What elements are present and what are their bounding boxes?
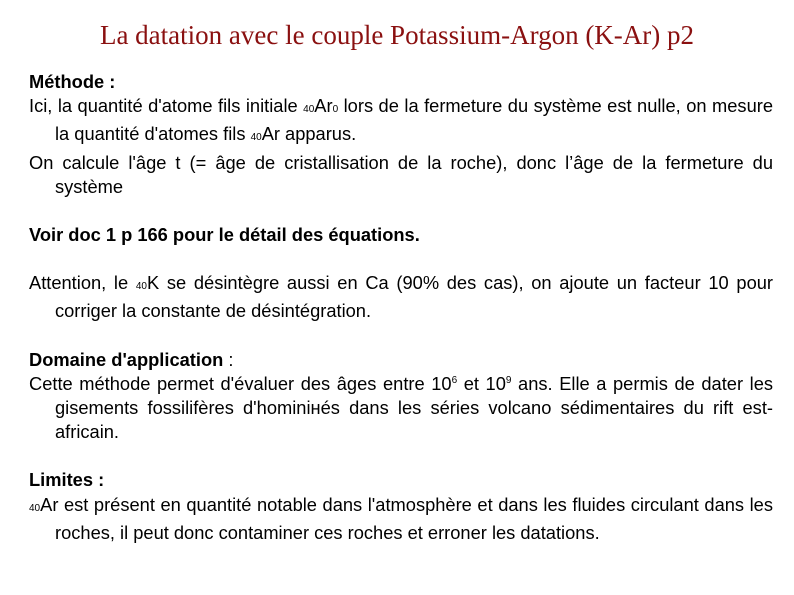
attention-paragraph	[29, 271, 773, 323]
domaine-heading-line	[29, 348, 773, 372]
attention-text-b: K se désintègre aussi en Ca (90% des cas), on ajoute un facteur 10 pour corriger la constante de désintégration.	[55, 272, 773, 322]
subscript-zero: 0	[332, 104, 339, 116]
exponent: 9	[505, 374, 512, 386]
page-title: La datation avec le couple Potassium-Argon (K-Ar) p2	[99, 20, 695, 50]
domaine-heading: Domaine d'application	[29, 348, 224, 370]
isotope-number: 40	[250, 132, 262, 144]
domaine-paragraph	[29, 372, 773, 445]
element-ar: Ar	[314, 95, 333, 117]
exponent: 6	[451, 374, 458, 386]
limites-heading: Limites :	[29, 469, 105, 491]
methode-heading: Méthode :	[29, 71, 116, 92]
isotope-number: 40	[29, 502, 41, 514]
isotope-number: 40	[303, 104, 315, 116]
content-body	[29, 70, 773, 545]
methode-p1-text-b: lors de la fermeture du système est nulle, on mesure la quantité d'atomes fils	[55, 95, 773, 145]
domaine-text-a: Cette méthode permet d'évaluer des âges entre 10	[29, 372, 452, 394]
domaine-text-b: et 10	[457, 372, 506, 394]
methode-paragraph-2: On calcule l'âge t (= âge de cristallisation de la roche), donc l’âge de la fermeture du système	[29, 151, 773, 197]
domaine-colon: :	[223, 348, 234, 370]
methode-paragraph-1	[29, 94, 773, 150]
voir-doc-note: Voir doc 1 p 166 pour le détail des équations.	[29, 224, 420, 246]
isotope-number: 40	[135, 281, 147, 293]
methode-p1-text-c: Ar apparus.	[261, 123, 357, 145]
limites-paragraph	[29, 493, 773, 545]
domaine-text-c: ans. Elle a permis de dater les gisements fossilifères d'hominінés dans les séries volcano sédimentaires du rift est-africain.	[55, 372, 773, 443]
attention-text-a: Attention, le	[29, 272, 136, 294]
limites-text: Ar est présent en quantité notable dans l'atmosphère et dans les fluides circulant dans les roches, il peut donc contaminer ces roches et erroner les datations.	[40, 493, 773, 543]
methode-p1-text-a: Ici, la quantité d'atome fils initiale	[29, 95, 304, 117]
